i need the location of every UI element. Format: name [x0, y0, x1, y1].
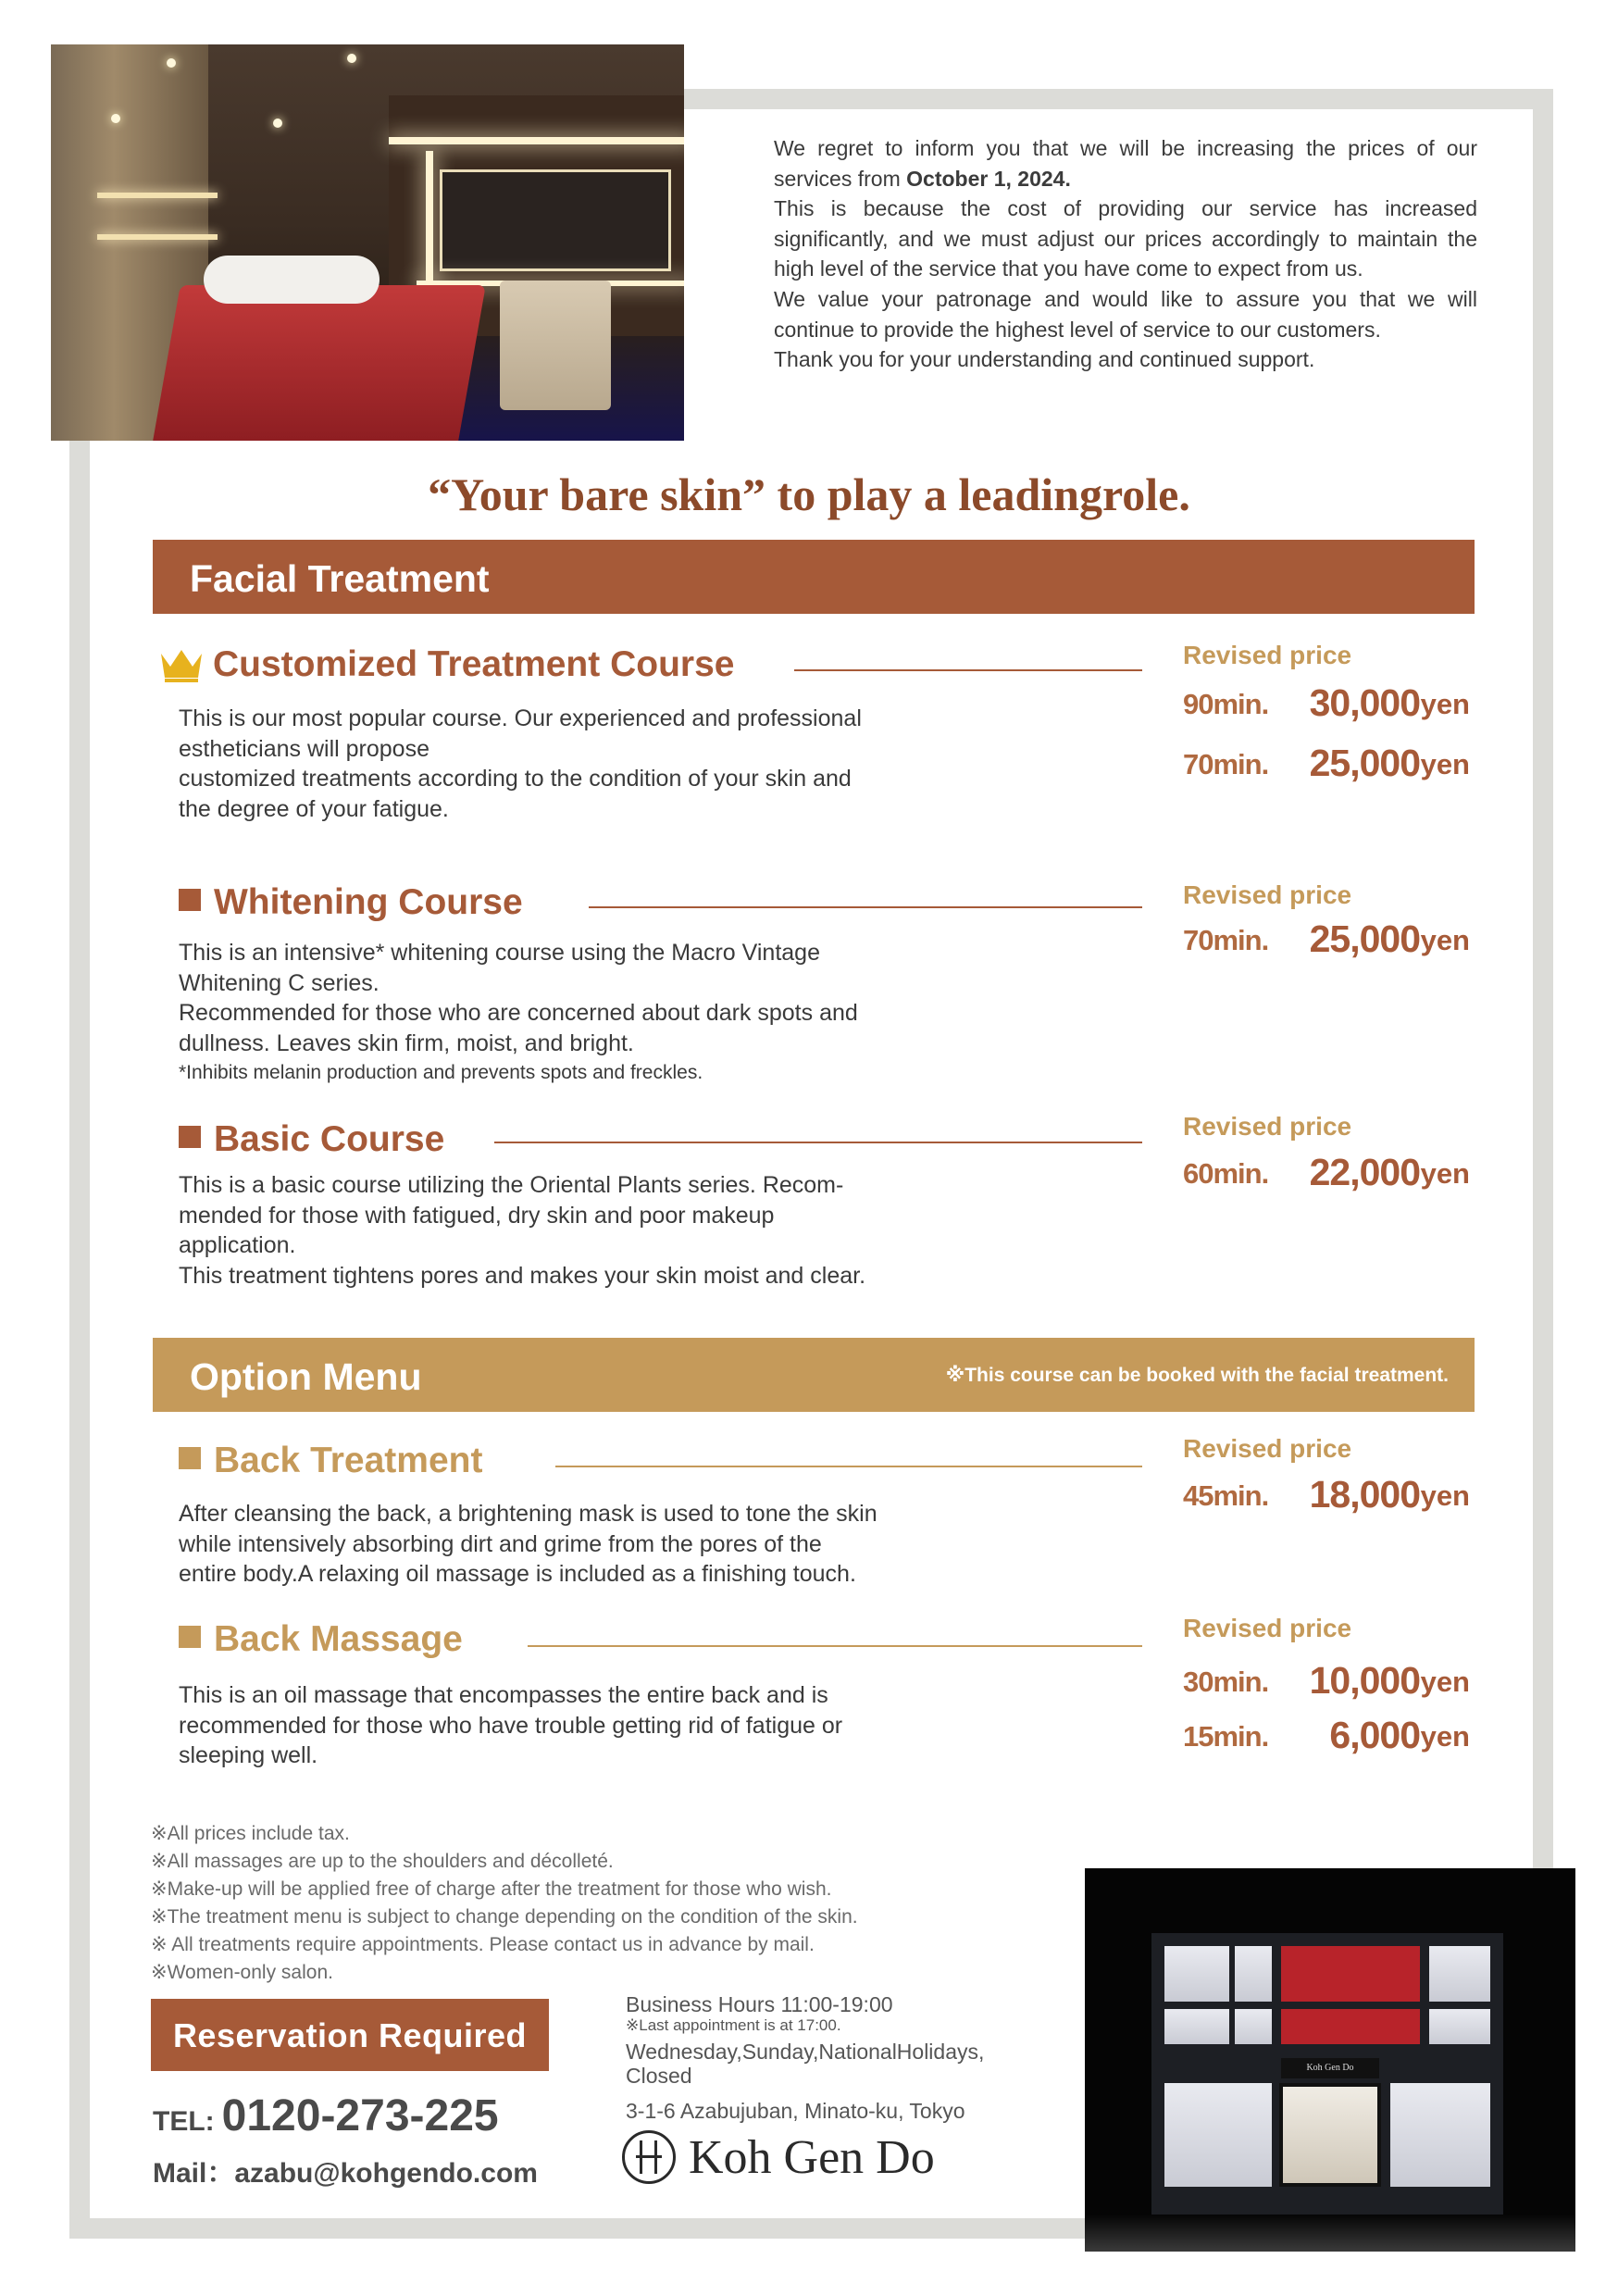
square-bullet-icon [179, 1447, 201, 1469]
whitening-course-desc: This is an intensive* whitening course using the Macro Vintage Whitening C series. Recommended for those who are concerned about dark spots and dullness. Leaves skin firm, moist, and bright. *Inhibits melanin production and prevents spots and freckles. [179, 940, 858, 1084]
customized-course-title: Customized Treatment Course [213, 644, 735, 684]
note-item: ※The treatment menu is subject to change depending on the condition of the skin. [151, 1906, 858, 1928]
divider [494, 1142, 1142, 1143]
effective-date: October 1, 2024. [906, 166, 1071, 191]
reservation-required-badge: Reservation Required [151, 1999, 549, 2071]
basic-course-title: Basic Course [179, 1119, 444, 1160]
note-item: ※All prices include tax. [151, 1823, 350, 1844]
storefront-photo [1085, 1868, 1575, 2252]
closed-label: Closed [626, 2064, 692, 2088]
option-note: ※This course can be booked with the facial treatment. [945, 1365, 1449, 1386]
option-menu-header: Option Menu ※This course can be booked with the facial treatment. [153, 1338, 1475, 1412]
back-massage-desc: This is an oil massage that encompasses the entire back and is recommended for those who have trouble getting rid of fatigue or sleeping well. [179, 1682, 843, 1769]
whitening-course-title: Whitening Course [179, 882, 523, 923]
business-hours: Business Hours 11:00-19:00 [626, 1992, 893, 2016]
notes-list [151, 1820, 858, 1987]
price-row: 45min. 18,000 yen [1183, 1473, 1470, 1516]
divider [555, 1466, 1142, 1467]
address: 3-1-6 Azabujuban, Minato-ku, Tokyo [626, 2099, 965, 2123]
price-row: 70min. 25,000 yen [1183, 917, 1470, 960]
salon-room-photo [51, 44, 684, 441]
tagline: “Your bare skin” to play a leadingrole. [428, 468, 1190, 520]
revised-price-label: Revised price [1183, 880, 1352, 909]
note-item: ※Women-only salon. [151, 1962, 333, 1983]
divider [528, 1645, 1142, 1647]
basic-course-desc: This is a basic course utilizing the Oriental Plants series. Recom- mended for those with fatigued, dry skin and poor makeup application. This treatment tightens pores and makes your skin moist and clear. [179, 1172, 866, 1289]
last-appointment: ※Last appointment is at 17:00. [626, 2016, 841, 2034]
note-item: ※ All treatments require appointments. Please contact us in advance by mail. [151, 1934, 815, 1955]
price-row: 15min. 6,000 yen [1183, 1714, 1470, 1756]
price-row: 30min. 10,000 yen [1183, 1659, 1470, 1702]
square-bullet-icon [179, 889, 201, 911]
price-row: 70min. 25,000 yen [1183, 742, 1470, 784]
store-sign: Koh Gen Do [1281, 2058, 1379, 2078]
square-bullet-icon [179, 1126, 201, 1148]
back-massage-title: Back Massage [179, 1619, 463, 1660]
customized-course-desc: This is our most popular course. Our experienced and professional estheticians will propose customized treatments according to the condition of your skin and the degree of your fatigue. [179, 705, 862, 822]
revised-price-label: Revised price [1183, 1112, 1352, 1141]
price-row: 60min. 22,000 yen [1183, 1151, 1470, 1193]
closed-days: Wednesday,Sunday,NationalHolidays, [626, 2040, 985, 2064]
note-item: ※Make-up will be applied free of charge after the treatment for those who wish. [151, 1878, 832, 1900]
intro-text: We regret to inform you that we will be increasing the prices of our services from October 1, 2024. This is because the cost of providing our service has increased significantly, and we must adjust our prices accordingly to maintain the high level of the service that you have come to expect from us. We value your patronage and would like to assure you that we will continue to provide the highest level of service to our customers. Thank you for your understanding and continued support. [774, 136, 1477, 372]
divider [794, 669, 1142, 671]
crown-icon [159, 646, 204, 683]
revised-price-label: Revised price [1183, 641, 1352, 669]
revised-price-label: Revised price [1183, 1614, 1352, 1642]
back-treatment-title: Back Treatment [179, 1441, 482, 1481]
facial-treatment-header: Facial Treatment [153, 540, 1475, 614]
logo-mark-icon [622, 2130, 676, 2184]
mail-link[interactable]: Mail：azabu@kohgendo.com [153, 2158, 538, 2189]
telephone[interactable]: TEL: 0120-273-225 [153, 2091, 499, 2140]
revised-price-label: Revised price [1183, 1434, 1352, 1463]
divider [589, 906, 1142, 908]
price-row: 90min. 30,000 yen [1183, 681, 1470, 724]
note-item: ※All massages are up to the shoulders and décolleté. [151, 1851, 614, 1872]
koh-gen-do-logo: Koh Gen Do [622, 2128, 935, 2187]
back-treatment-desc: After cleansing the back, a brightening mask is used to tone the skin while intensively absorbing dirt and grime from the pores of the entire body.A relaxing oil massage is included as a finishing touch. [179, 1501, 877, 1588]
square-bullet-icon [179, 1626, 201, 1648]
